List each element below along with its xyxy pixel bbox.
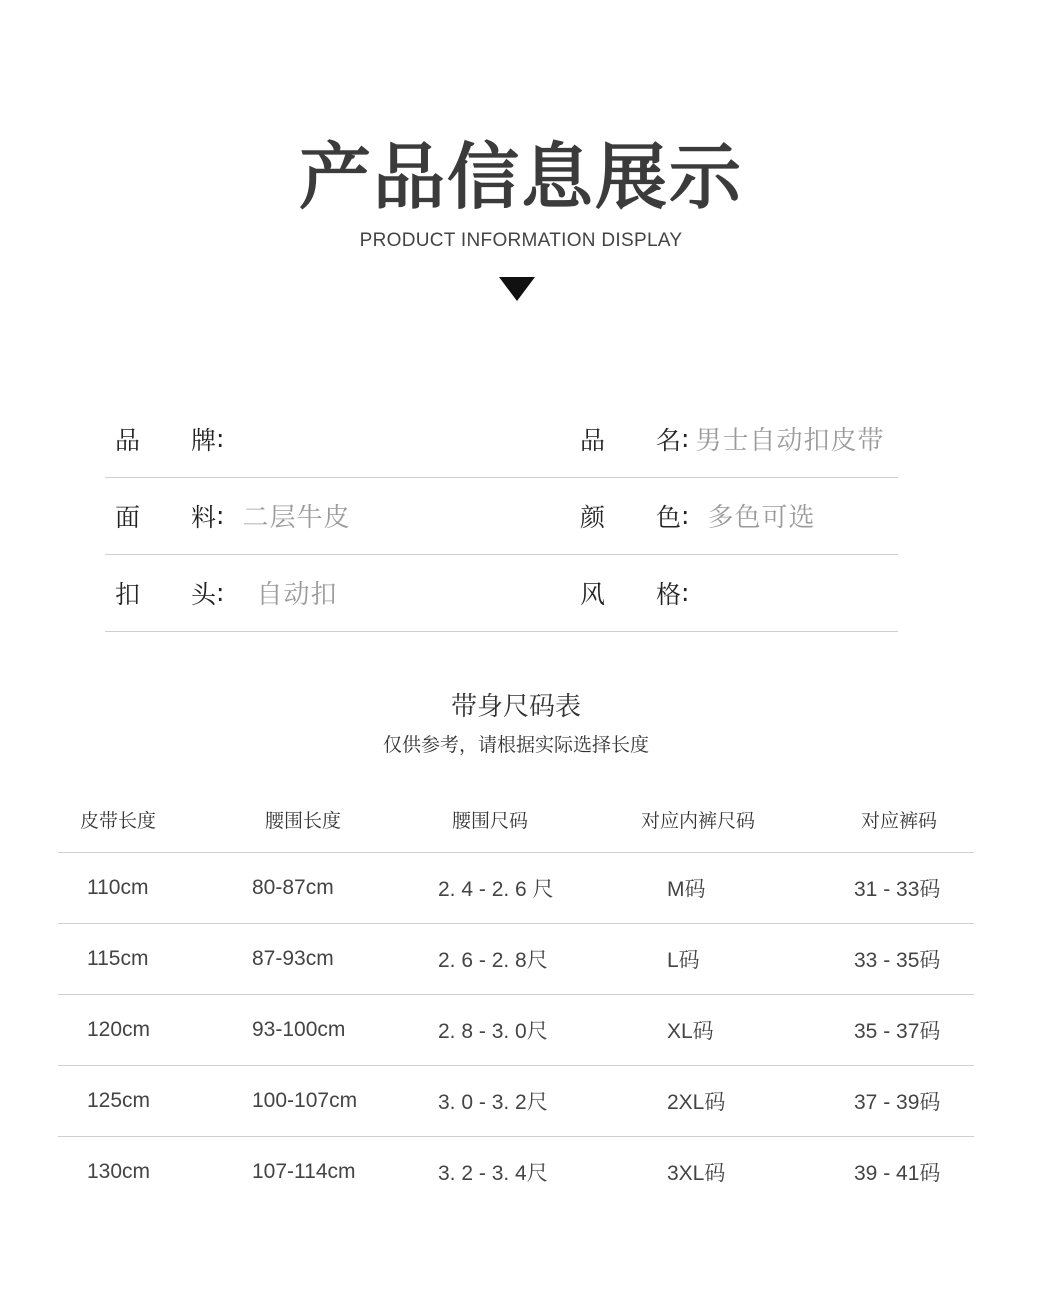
table-header-cell: 对应裤码 [861, 809, 938, 832]
table-header-cell: 腰围尺码 [452, 809, 529, 832]
table-row [58, 853, 974, 924]
table-cell: 93-100cm [252, 1018, 346, 1041]
size-chart-title: 带身尺码表 [450, 692, 581, 722]
info-color [580, 477, 815, 554]
info-row-2 [105, 477, 898, 555]
table-cell: 2. 6 - 2. 8尺 [438, 949, 548, 972]
table-header-cell: 对应内裤尺码 [641, 809, 756, 832]
table-cell: 120cm [87, 1018, 151, 1041]
info-style [580, 554, 707, 631]
table-row [58, 1066, 974, 1137]
info-label: 颜 [580, 502, 606, 532]
page-subtitle: PRODUCT INFORMATION DISPLAY [359, 230, 683, 251]
info-colon: : [216, 578, 225, 607]
table-cell: 107-114cm [252, 1160, 356, 1183]
table-header-row [58, 786, 974, 853]
table-cell: 39 - 41码 [854, 1162, 941, 1185]
table-row [58, 995, 974, 1066]
info-colon: : [216, 501, 225, 530]
info-value: 自动扣 [256, 580, 338, 610]
info-label: 头 [191, 579, 217, 609]
table-cell: 87-93cm [252, 947, 334, 970]
page-title: 产品信息展示 [298, 135, 743, 219]
info-label: 料 [191, 502, 217, 532]
table-cell: 33 - 35码 [854, 949, 941, 972]
info-label: 名 [656, 425, 682, 455]
info-row-3 [105, 554, 898, 632]
table-cell: 110cm [87, 876, 149, 899]
table-header-cell: 腰围长度 [265, 809, 342, 832]
table-cell: L码 [667, 949, 700, 972]
size-table [58, 786, 974, 1207]
table-cell: 100-107cm [252, 1089, 358, 1112]
size-chart-note: 仅供参考，请根据实际选择长度 [382, 734, 649, 756]
table-cell: 80-87cm [252, 876, 334, 899]
table-cell: 115cm [87, 947, 149, 970]
info-value: 二层牛皮 [242, 503, 351, 533]
info-label: 色 [656, 502, 682, 532]
table-cell: 37 - 39码 [854, 1091, 941, 1114]
info-label: 牌 [191, 425, 217, 455]
info-label: 扣 [115, 579, 141, 609]
table-row [58, 1137, 974, 1207]
table-cell: 2. 4 - 2. 6 尺 [438, 878, 554, 901]
info-colon: : [216, 424, 225, 453]
info-brand [115, 400, 242, 477]
info-row-1 [105, 400, 898, 478]
table-cell: 3. 2 - 3. 4尺 [438, 1162, 548, 1185]
table-cell: 35 - 37码 [854, 1020, 941, 1043]
table-cell: 3. 0 - 3. 2尺 [438, 1091, 548, 1114]
info-value: 男士自动扣皮带 [695, 426, 885, 456]
info-colon: : [681, 424, 690, 453]
info-buckle [115, 554, 337, 631]
table-cell: 130cm [87, 1160, 151, 1183]
info-label: 品 [115, 425, 141, 455]
info-colon: : [681, 578, 690, 607]
info-colon: : [681, 501, 690, 530]
info-label: 风 [580, 579, 606, 609]
info-label: 格 [656, 579, 682, 609]
info-material [115, 477, 350, 554]
info-product-name [580, 400, 884, 477]
table-row [58, 924, 974, 995]
table-cell: M码 [667, 878, 706, 901]
table-cell: 125cm [87, 1089, 151, 1112]
table-cell: 3XL码 [667, 1162, 726, 1185]
down-arrow-icon [499, 277, 535, 301]
table-cell: 31 - 33码 [854, 878, 941, 901]
info-label: 面 [115, 502, 141, 532]
info-value: 多色可选 [707, 503, 816, 533]
table-cell: 2XL码 [667, 1091, 726, 1114]
table-header-cell: 皮带长度 [80, 809, 157, 832]
info-label: 品 [580, 425, 606, 455]
table-cell: XL码 [667, 1020, 714, 1043]
table-cell: 2. 8 - 3. 0尺 [438, 1020, 548, 1043]
